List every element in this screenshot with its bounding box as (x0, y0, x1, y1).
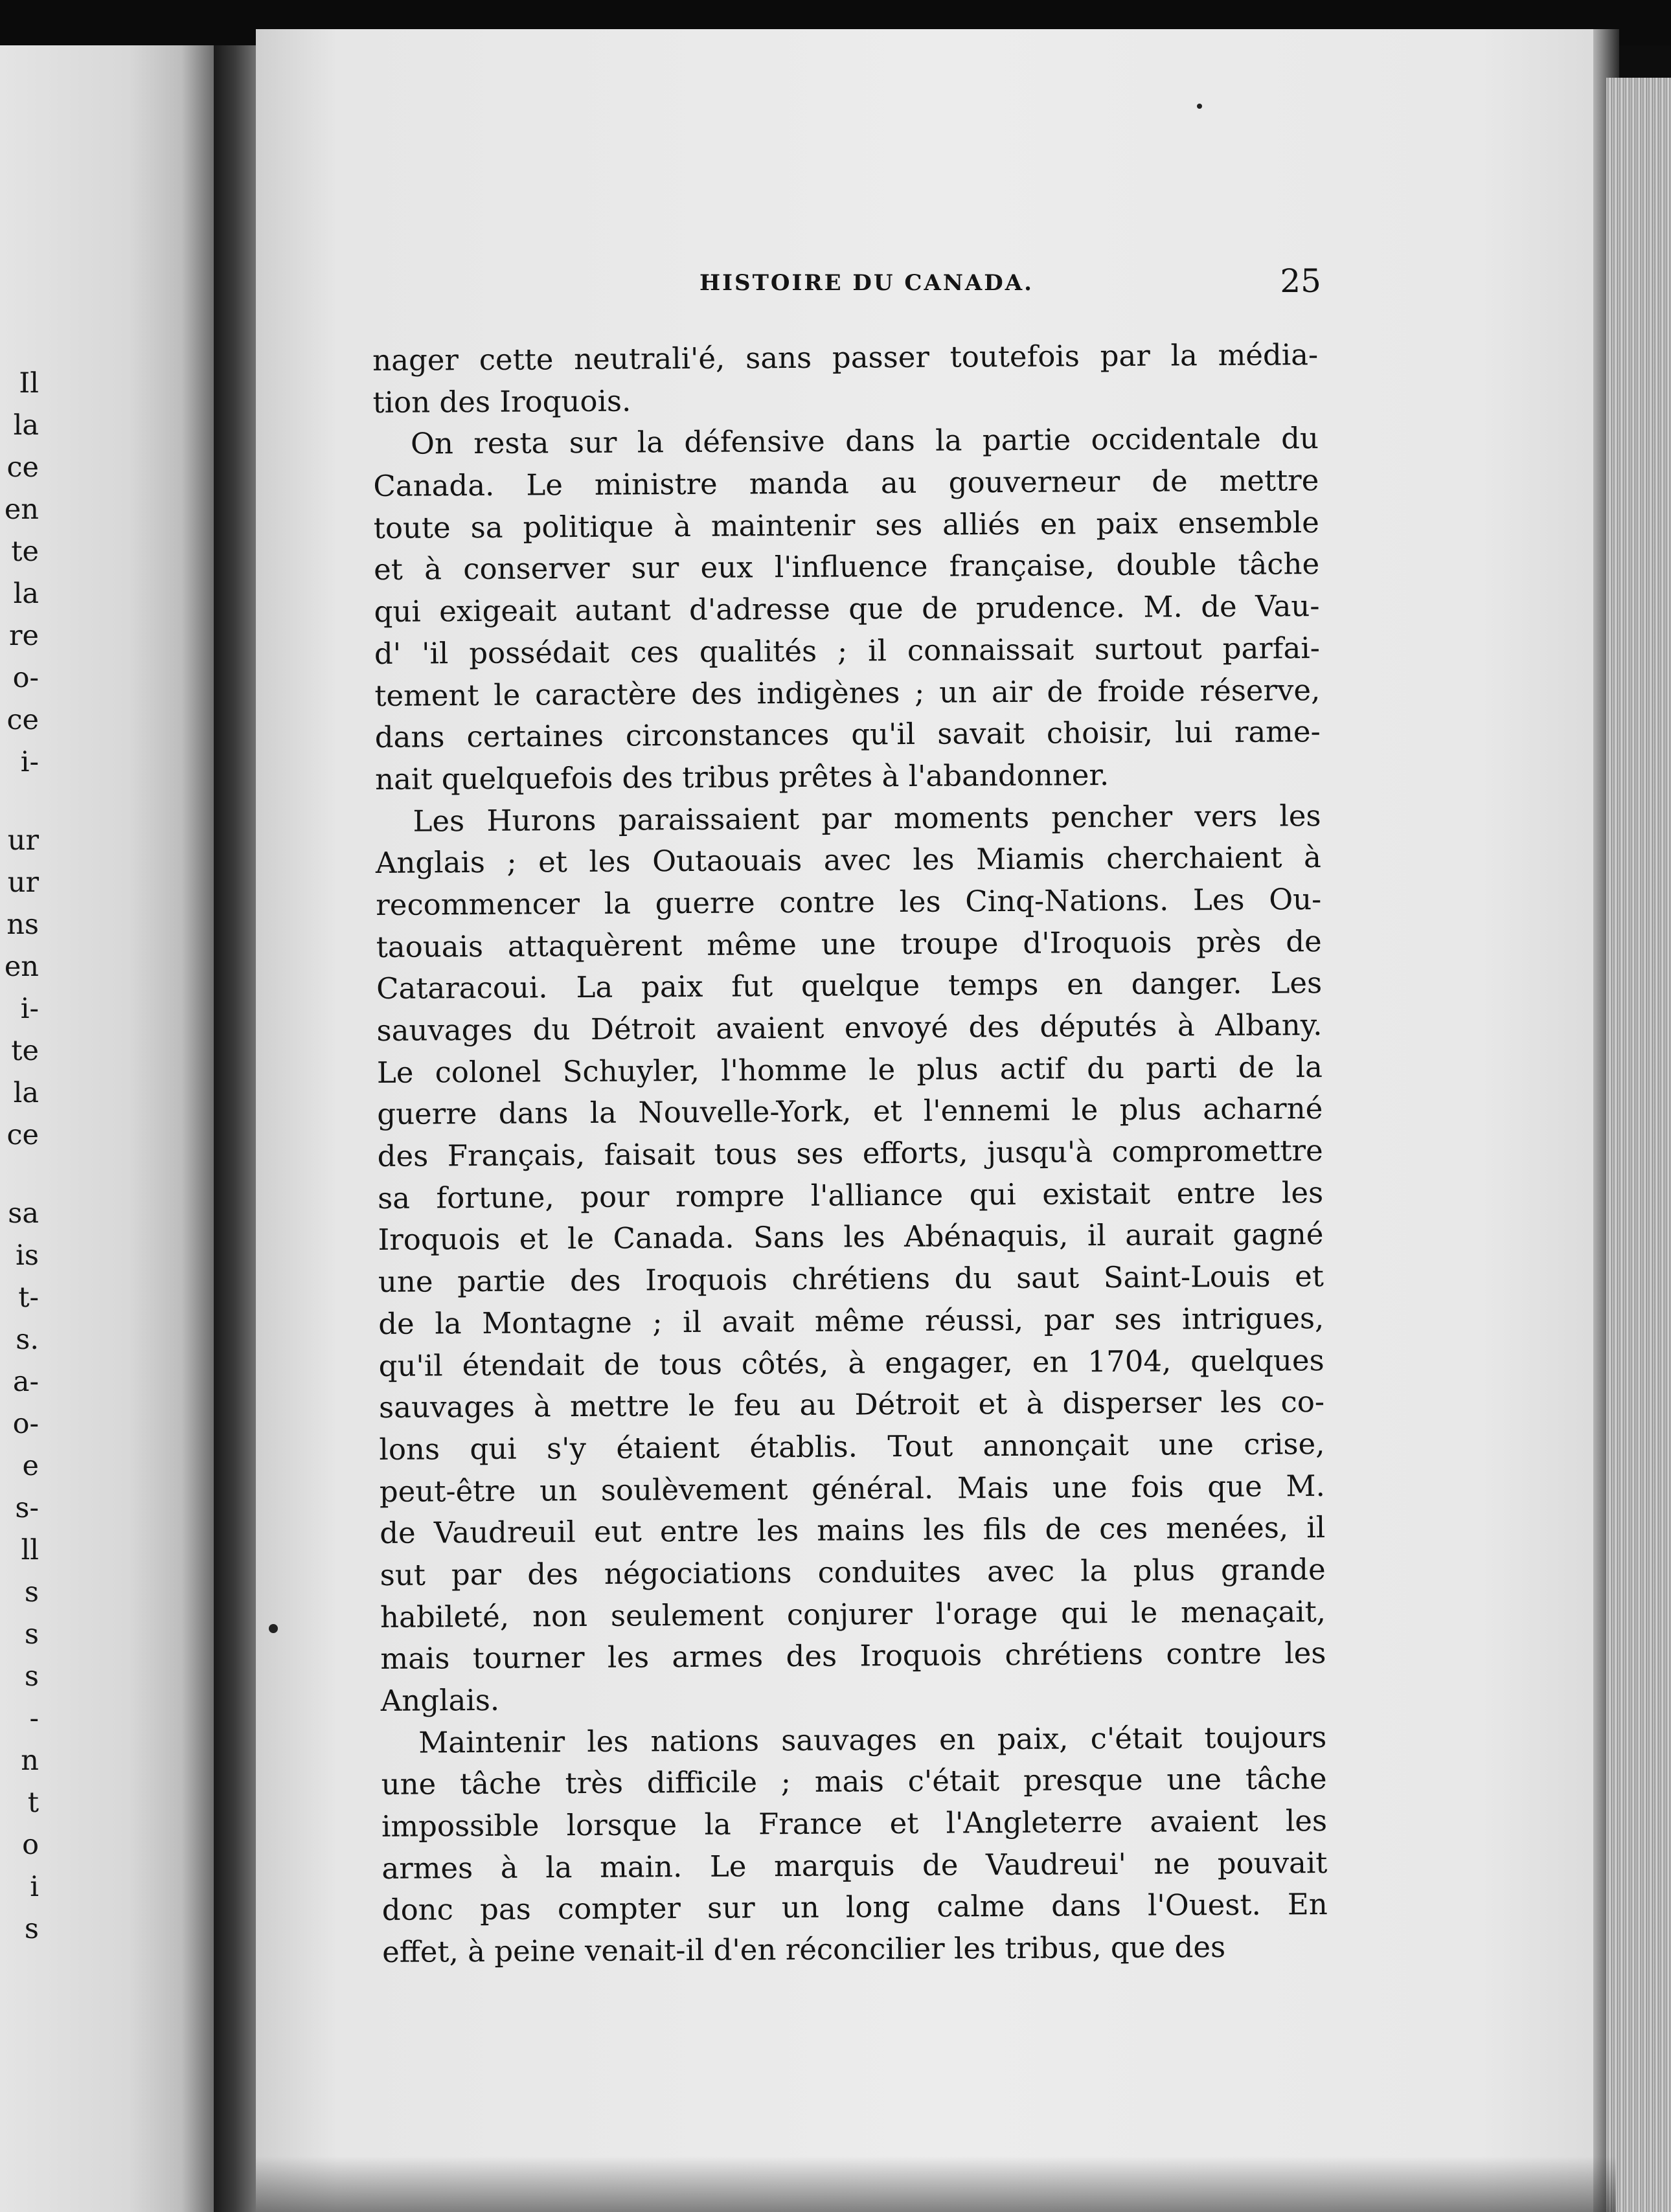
left-page-fragment: re (8, 620, 39, 652)
text-line: sauvages à mettre le feu au Détroit et à disperser les co- (378, 1384, 1325, 1425)
left-page-fragment: i (30, 1871, 39, 1903)
left-page-fragment: i- (20, 993, 39, 1025)
text-line: Canada. Le ministre manda au gouverneur de mettre (373, 463, 1319, 504)
left-page-fragment: la (13, 1077, 39, 1109)
left-page-fragment: la (13, 578, 39, 610)
left-page-fragment: ns (6, 909, 39, 941)
paragraph (372, 334, 1319, 423)
left-page-fragment: en (4, 951, 39, 983)
text-line: Les Hurons paraissaient par moments pencher vers les (413, 798, 1321, 839)
text-line: sauvages du Détroit avaient envoyé des députés à Albany. (376, 1008, 1323, 1048)
left-page-fragment: o- (12, 1408, 39, 1440)
left-page-fragment: n (21, 1744, 39, 1777)
running-head (363, 262, 1321, 308)
left-page-fragment: ur (7, 824, 39, 857)
text-line: habileté, non seulement conjurer l'orage qui le menaçait, (380, 1594, 1326, 1634)
left-page-fragment: s. (16, 1324, 39, 1356)
body-text (372, 334, 1328, 1974)
left-page-fragment: ce (6, 451, 39, 484)
text-line: sut par des négociations conduites avec la plus grande (380, 1552, 1326, 1592)
text-line: une tâche très difficile ; mais c'était presque une tâche (381, 1761, 1327, 1802)
text-line: dans certaines circonstances qu'il savait choisir, lui rame- (374, 714, 1321, 755)
left-page-fragment: sa (8, 1197, 39, 1230)
text-line: Maintenir les nations sauvages en paix, c'était toujours (418, 1719, 1327, 1760)
text-line: nait quelquefois des tribus prêtes à l'abandonner. (374, 757, 1109, 796)
text-line: et à conserver sur eux l'influence française, double tâche (374, 547, 1320, 587)
text-line: mais tourner les armes des Iroquois chrétiens contre les (380, 1636, 1326, 1676)
left-page-fragment: a- (12, 1366, 39, 1398)
text-line: guerre dans la Nouvelle-York, et l'ennemi le plus acharné (377, 1091, 1323, 1132)
running-title: HISTOIRE DU CANADA. (699, 270, 1034, 296)
left-page-fragment: s- (15, 1492, 39, 1524)
left-page-fragment: ll (21, 1534, 39, 1566)
text-line: peut-être un soulèvement général. Mais une fois que M. (379, 1468, 1325, 1509)
left-page-fragment: s (24, 1576, 39, 1608)
left-page-fragment: la (13, 409, 39, 442)
left-page-fragment: te (11, 536, 39, 568)
text-line: tement le caractère des indigènes ; un air de froide réserve, (374, 672, 1321, 713)
left-page-fragment: te (11, 1035, 39, 1067)
text-line: une partie des Iroquois chrétiens du saut Saint-Louis et (378, 1259, 1324, 1300)
text-line: toute sa politique à maintenir ses alliés en paix ensemble (373, 504, 1319, 545)
bottom-shadow (256, 2156, 1616, 2212)
left-page-fragment: o- (12, 662, 39, 694)
text-line: armes à la main. Le marquis de Vaudreui' ne pouvait (381, 1845, 1328, 1886)
left-page-fragment: Il (19, 367, 39, 400)
text-line: Cataracoui. La paix fut quelque temps en danger. Les (376, 965, 1323, 1006)
text-line: Anglais. (380, 1682, 500, 1718)
left-page-fragment: s (24, 1660, 39, 1693)
left-page-fragment: - (29, 1702, 39, 1735)
text-line: tion des Iroquois. (372, 383, 631, 420)
left-page-fragment (0, 1157, 39, 1193)
text-line: Le colonel Schuyler, l'homme le plus actif du parti de la (376, 1049, 1323, 1090)
text-line: effet, à peine venait-il d'en réconcilier les tribus, que des (382, 1930, 1226, 1970)
left-page-fragment: e (22, 1450, 39, 1482)
text-line: sa fortune, pour rompre l'alliance qui existait entre les (377, 1175, 1324, 1215)
text-line: donc pas compter sur un long calme dans l'Ouest. En (381, 1887, 1328, 1928)
left-page-fragment (0, 784, 39, 820)
text-line: lons qui s'y étaient établis. Tout annonçait une crise, (379, 1426, 1325, 1467)
paragraph (375, 795, 1326, 1722)
left-page-fragment: i- (20, 746, 39, 778)
text-line: d' 'il possédait ces qualités ; il connaissait surtout parfai- (374, 630, 1321, 671)
left-page-fragment: t (27, 1787, 39, 1819)
left-facing-page (0, 45, 214, 2212)
text-line: des Français, faisait tous ses efforts, jusqu'à compromettre (377, 1133, 1323, 1174)
left-page-text-fragments (0, 363, 39, 1950)
left-page-fragment: s (24, 1618, 39, 1651)
text-line: taouais attaquèrent même une troupe d'Iroquois près de (376, 923, 1322, 964)
left-page-fragment: ce (6, 1119, 39, 1151)
text-line: de Vaudreuil eut entre les mains les fils de ces menées, il (380, 1510, 1326, 1551)
text-line: nager cette neutrali'é, sans passer toutefois par la média- (372, 337, 1319, 378)
text-line: Anglais ; et les Outaouais avec les Miamis cherchaient à (375, 840, 1322, 881)
left-page-fragment: is (16, 1239, 39, 1272)
text-line: recommencer la guerre contre les Cinq-Nations. Les Ou- (376, 882, 1322, 922)
paragraph (381, 1717, 1328, 1974)
scan-speck (1197, 104, 1202, 109)
text-line: On resta sur la défensive dans la partie occidentale du (410, 421, 1319, 462)
left-page-fragment: ur (7, 866, 39, 899)
scan-speck (269, 1624, 278, 1633)
left-page-fragment: o (22, 1829, 39, 1861)
page-number: 25 (1280, 262, 1321, 300)
text-line: qui exigeait autant d'adresse que de prudence. M. de Vau- (374, 589, 1320, 629)
left-page-fragment: s (24, 1913, 39, 1945)
text-line: impossible lorsque la France et l'Angleterre avaient les (381, 1803, 1328, 1844)
text-line: de la Montagne ; il avait même réussi, par ses intrigues, (378, 1300, 1324, 1341)
left-page-fragment: ce (6, 704, 39, 736)
text-line: qu'il étendait de tous côtés, à engager, en 1704, quelques (378, 1342, 1324, 1383)
left-page-fragment: en (4, 493, 39, 526)
page-edges (1606, 78, 1671, 2212)
text-line: Iroquois et le Canada. Sans les Abénaquis, il aurait gagné (378, 1217, 1324, 1258)
paragraph (373, 418, 1321, 800)
left-page-fragment: t- (18, 1281, 39, 1314)
